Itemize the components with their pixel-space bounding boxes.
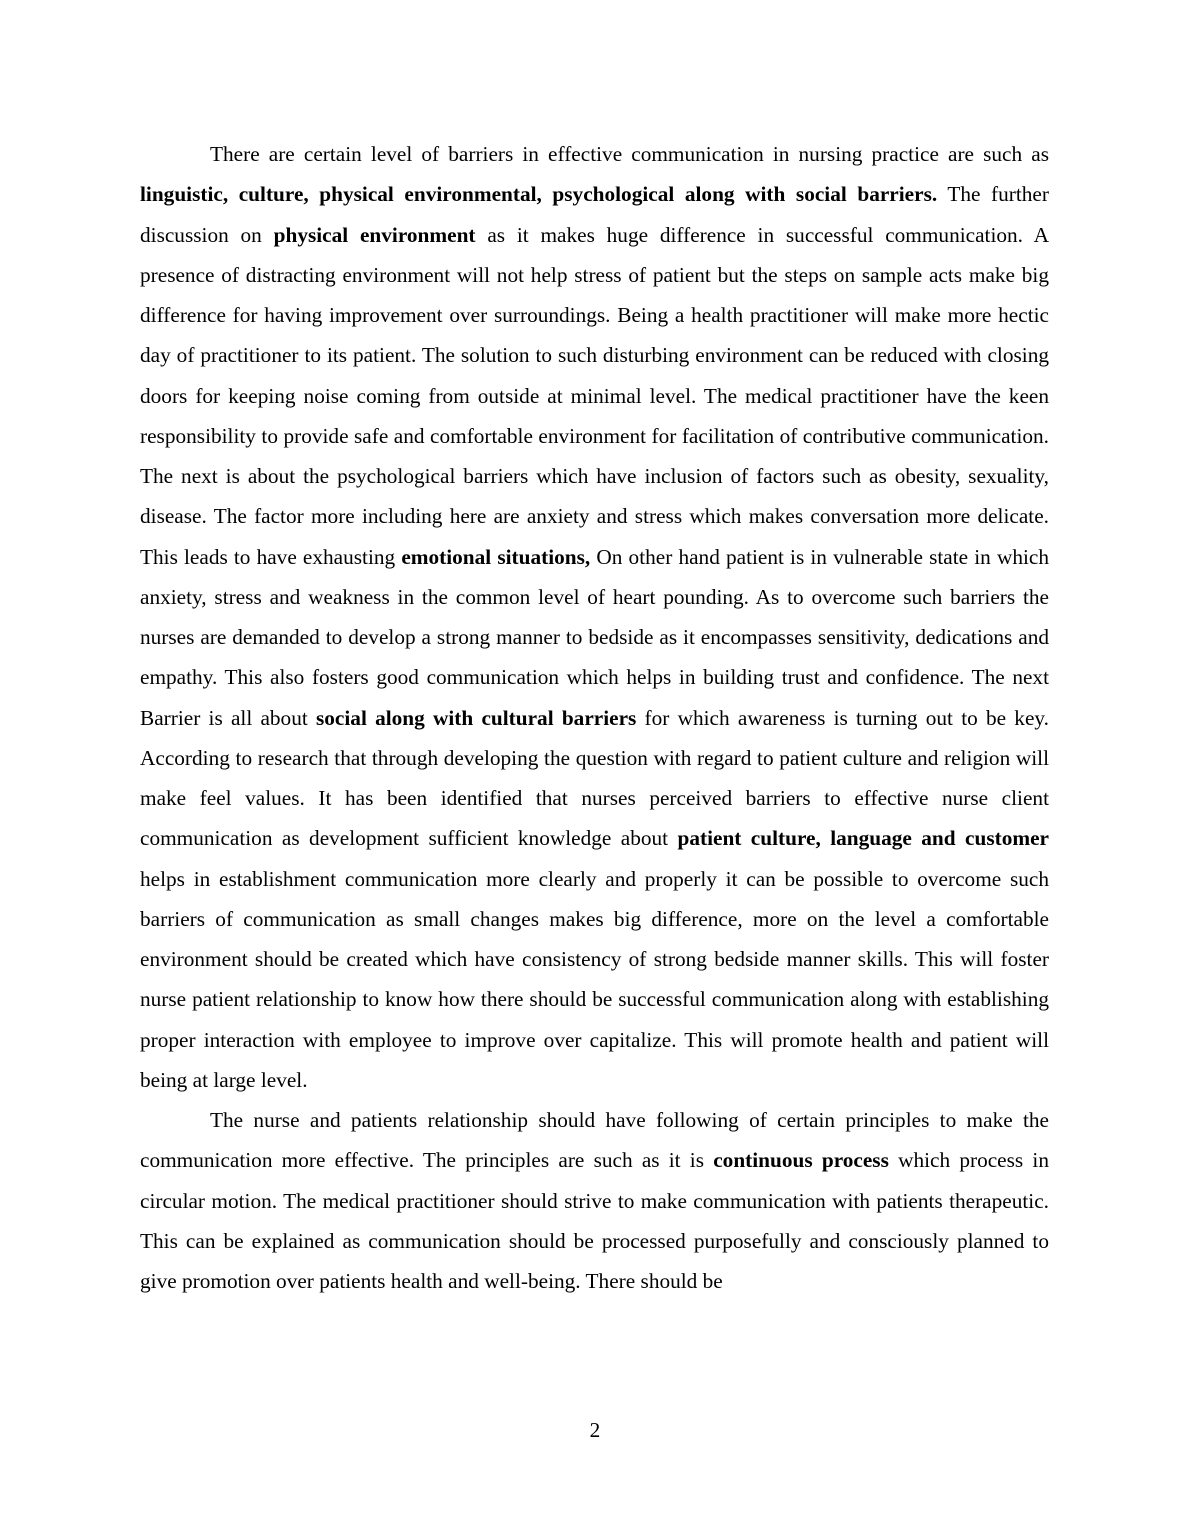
text-run: On other hand patient is in vulnerable state in which anxiety, stress and weakness in the common level of heart pounding. As to overcome such barriers the nurses are demanded to develop a strong manner to bedside as it encompasses sensitivity, dedications and empathy. This also fosters good communication which helps in building trust and confidence. The next Barrier is all about [140, 544, 1049, 730]
bold-run: social along with cultural barriers [315, 705, 637, 730]
bold-run: emotional situations, [401, 544, 591, 569]
text-run: which process in circular motion. The medical practitioner should strive to make communication with patients therapeutic. This can be explained as communication should be processed purposefully and consciously planned to give promotion over patients health and well-being. There should be [140, 1148, 1049, 1293]
paragraph-1 [140, 134, 1049, 1100]
text-run: The further discussion on [140, 182, 1049, 247]
bold-run: linguistic, culture, physical environmental, psychological along with social barriers. [140, 182, 938, 207]
text-run: as it makes huge difference in successful communication. A presence of distracting environment will not help stress of patient but the steps on sample acts make big difference for having improvement over surroundings. Being a health practitioner will make more hectic day of practitioner to its patient. The solution to such disturbing environment can be reduced with closing doors for keeping noise coming from outside at minimal level. The medical practitioner have the keen responsibility to provide safe and comfortable environment for facilitation of contributive communication. The next is about the psychological barriers which have inclusion of factors such as obesity, sexuality, disease. The factor more including here are anxiety and stress which makes conversation more delicate. This leads to have exhausting [140, 222, 1049, 569]
bold-run: continuous process [713, 1148, 889, 1173]
paragraph-2 [140, 1100, 1049, 1301]
bold-run: physical environment [273, 222, 476, 247]
text-run: There are certain level of barriers in effective communication in nursing practice are such as [210, 142, 1049, 166]
bold-run: patient culture, language and customer [677, 826, 1049, 851]
page-number: 2 [589, 1418, 601, 1442]
text-run: The nurse and patients relationship should have following of certain principles to make the communication more effective. The principles are such as it is [140, 1108, 1049, 1173]
document-body [140, 134, 1049, 1301]
text-run: for which awareness is turning out to be key. According to research that through developing the question with regard to patient culture and religion will make feel values. It has been identified that nurses perceived barriers to effective nurse client communication as development sufficient knowledge about [140, 705, 1049, 851]
text-run: helps in establishment communication more clearly and properly it can be possible to overcome such barriers of communication as small changes makes big difference, more on the level a comfortable environment should be created which have consistency of strong bedside manner skills. This will foster nurse patient relationship to know how there should be successful communication along with establishing proper interaction with employee to improve over capitalize. This will promote health and patient will being at large level. [140, 866, 1049, 1092]
